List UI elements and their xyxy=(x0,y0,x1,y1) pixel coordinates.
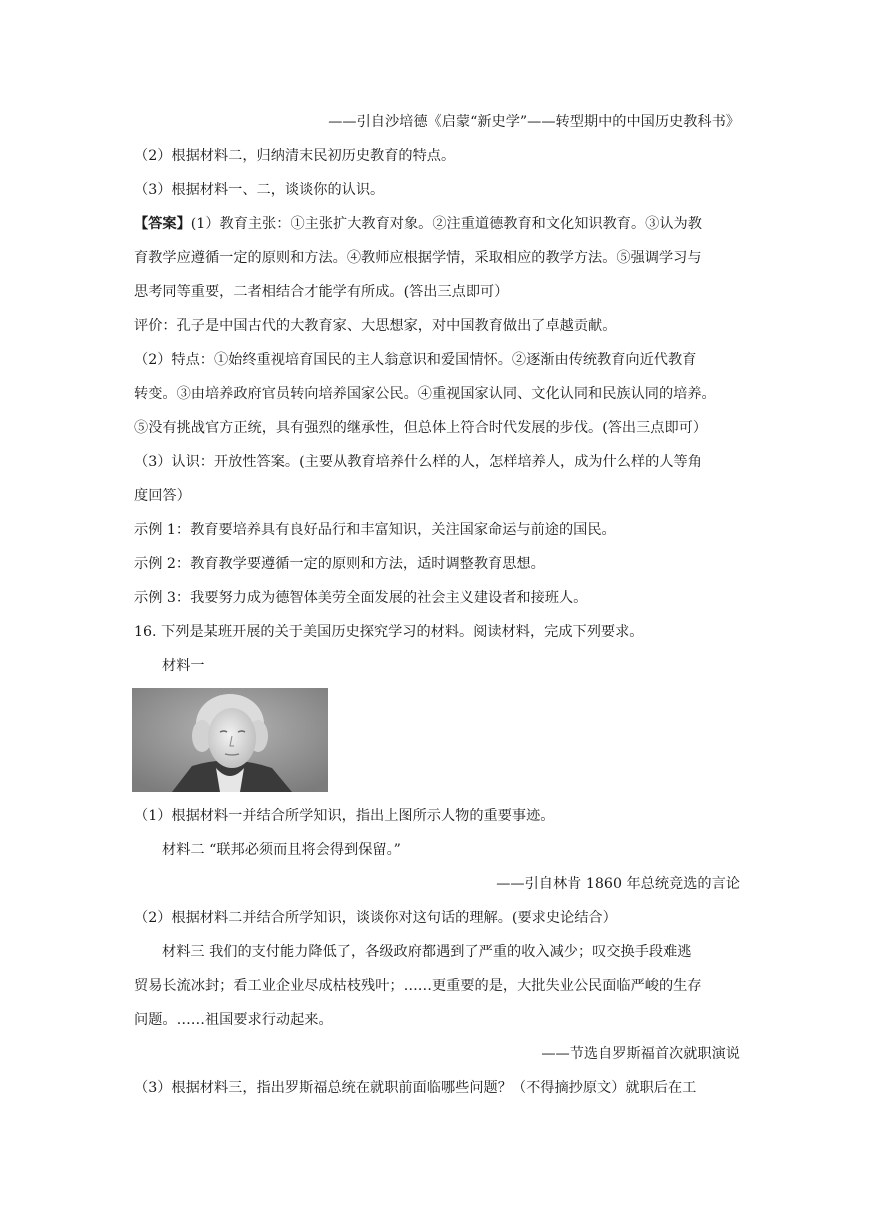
question-1-material-1: （1）根据材料一并结合所学知识，指出上图所示人物的重要事迹。 xyxy=(134,808,555,824)
answer-evaluation: 评价：孔子是中国古代的大教育家、大思想家，对中国教育做出了卓越贡献。 xyxy=(134,318,617,334)
question-3: （3）根据材料一、二，谈谈你的认识。 xyxy=(134,182,385,198)
answer-3-line-1: （3）认识：开放性答案。(主要从教育培养什么样的人，怎样培养人，成为什么样的人等角 xyxy=(134,454,702,470)
question-16: 16. 下列是某班开展的关于美国历史探究学习的材料。阅读材料，完成下列要求。 xyxy=(134,624,644,640)
answer-3-line-2: 度回答） xyxy=(134,488,191,504)
question-2: （2）根据材料二，归纳清末民初历史教育的特点。 xyxy=(134,148,456,164)
example-2: 示例 2：教育教学要遵循一定的原则和方法，适时调整教育思想。 xyxy=(134,556,545,572)
material-3-line-1: 材料三 我们的支付能力降低了，各级政府都遇到了严重的收入减少；叹交换手段难逃 xyxy=(162,944,692,960)
answer-line-3: 思考同等重要，二者相结合才能学有所成。(答出三点即可） xyxy=(134,284,509,300)
citation-material-2: ——引自沙培德《启蒙“新史学”——转型期中的中国历史教科书》 xyxy=(328,114,740,130)
answer-2-line-3: ⑤没有挑战官方正统，具有强烈的继承性，但总体上符合时代发展的步伐。(答出三点即可） xyxy=(134,420,708,436)
material-1-label: 材料一 xyxy=(162,658,205,674)
citation-roosevelt: ——节选自罗斯福首次就职演说 xyxy=(541,1046,740,1062)
material-3-line-3: 问题。……祖国要求行动起来。 xyxy=(134,1012,333,1028)
answer-2-line-2: 转变。③由培养政府官员转向培养国家公民。④重视国家认同、文化认同和民族认同的培养。 xyxy=(134,386,716,402)
answer-text: (1）教育主张：①主张扩大教育对象。②注重道德教育和文化知识教育。③认为教 xyxy=(190,216,702,232)
question-2-material-2: （2）根据材料二并结合所学知识，谈谈你对这句话的理解。(要求史论结合） xyxy=(134,910,617,926)
material-3-line-2: 贸易长流冰封；看工业企业尽成枯枝残叶；……更重要的是，大批失业公民面临严峻的生存 xyxy=(134,978,702,994)
example-1: 示例 1：教育要培养具有良好品行和丰富知识，关注国家命运与前途的国民。 xyxy=(134,522,616,538)
answer-2-line-1: （2）特点：①始终重视培育国民的主人翁意识和爱国情怀。②逐渐由传统教育向近代教育 xyxy=(134,352,697,368)
answer-line-2: 育教学应遵循一定的原则和方法。④教师应根据学情，采取相应的教学方法。⑤强调学习与 xyxy=(134,250,702,266)
portrait-icon xyxy=(132,688,328,792)
portrait-image xyxy=(132,688,328,792)
answer-line-1 xyxy=(134,214,740,234)
question-3-material-3: （3）根据材料三，指出罗斯福总统在就职前面临哪些问题？（不得摘抄原文）就职后在工 xyxy=(134,1080,697,1096)
example-3: 示例 3：我要努力成为德智体美劳全面发展的社会主义建设者和接班人。 xyxy=(134,590,588,606)
citation-lincoln: ——引自林肯 1860 年总统竞选的言论 xyxy=(496,876,740,892)
material-2-quote: 材料二 “联邦必须而且将会得到保留。” xyxy=(162,842,401,858)
answer-tag: 【答案】 xyxy=(134,216,191,232)
